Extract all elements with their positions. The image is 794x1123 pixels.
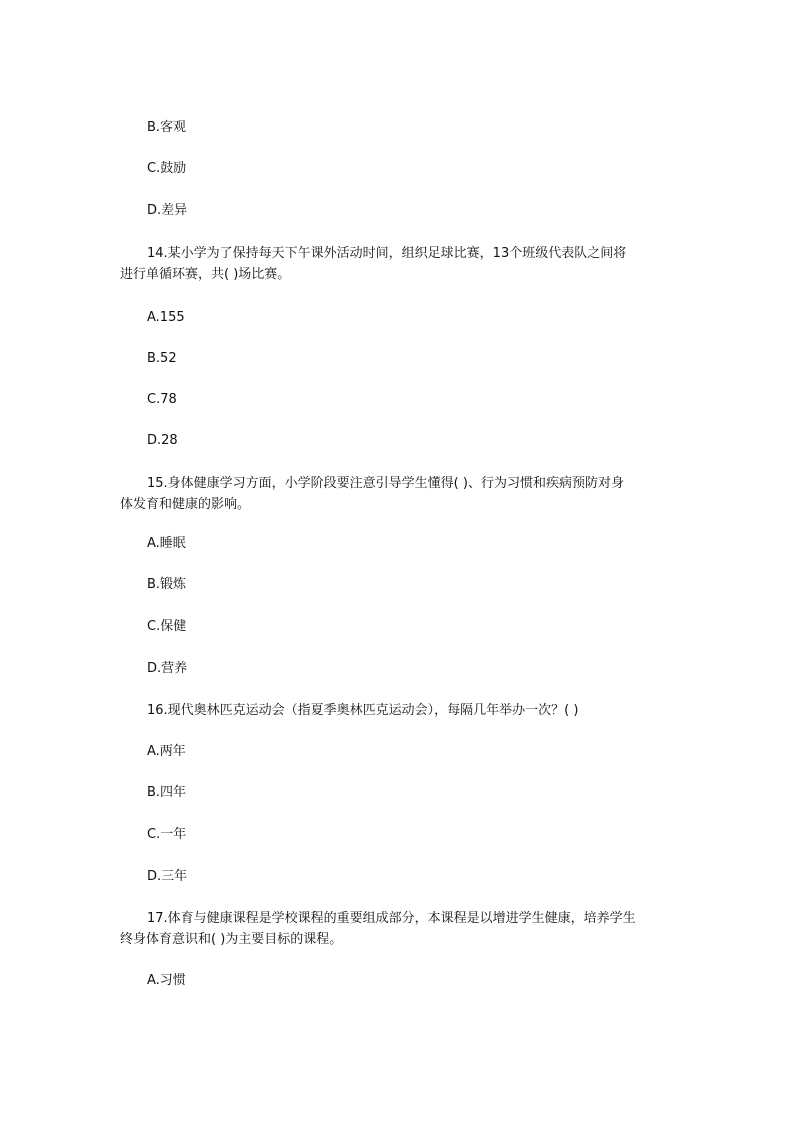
q15-stem-line-1: 15.身体健康学习方面，小学阶段要注意引导学生懂得( )、行为习惯和疾病预防对身	[147, 476, 624, 491]
q13-option-c: C.鼓励	[147, 161, 187, 176]
q14-stem-line-1: 14.某小学为了保持每天下午课外活动时间，组织足球比赛，13个班级代表队之间将	[147, 246, 627, 261]
q17-stem-line-2: 终身体育意识和( )为主要目标的课程。	[120, 932, 343, 947]
q14-option-d: D.28	[147, 433, 178, 448]
q13-option-d: D.差异	[147, 203, 188, 218]
q13-option-b: B.客观	[147, 120, 187, 135]
q15-option-a: A.睡眠	[147, 536, 186, 551]
q14-option-b: B.52	[147, 351, 177, 366]
q15-stem	[120, 473, 680, 515]
q17-option-a: A.习惯	[147, 973, 186, 988]
q14-option-c: C.78	[147, 392, 177, 407]
q16-option-c: C.一年	[147, 827, 187, 842]
q16-option-b: B.四年	[147, 785, 187, 800]
q15-option-b: B.锻炼	[147, 577, 187, 592]
q16-option-d: D.三年	[147, 869, 188, 884]
q15-stem-line-2: 体发育和健康的影响。	[120, 497, 251, 512]
q15-option-d: D.营养	[147, 661, 188, 676]
q14-stem-line-2: 进行单循环赛，共( )场比赛。	[120, 267, 291, 282]
q14-option-a: A.155	[147, 310, 185, 325]
q14-stem	[120, 243, 680, 285]
q17-stem-line-1: 17.体育与健康课程是学校课程的重要组成部分，本课程是以增进学生健康，培养学生	[147, 911, 636, 926]
q16-stem	[120, 700, 680, 721]
q16-stem-line-1: 16.现代奥林匹克运动会（指夏季奥林匹克运动会），每隔几年举办一次？( )	[147, 703, 579, 718]
q16-option-a: A.两年	[147, 744, 186, 759]
q15-option-c: C.保健	[147, 619, 187, 634]
q17-stem	[120, 908, 680, 950]
